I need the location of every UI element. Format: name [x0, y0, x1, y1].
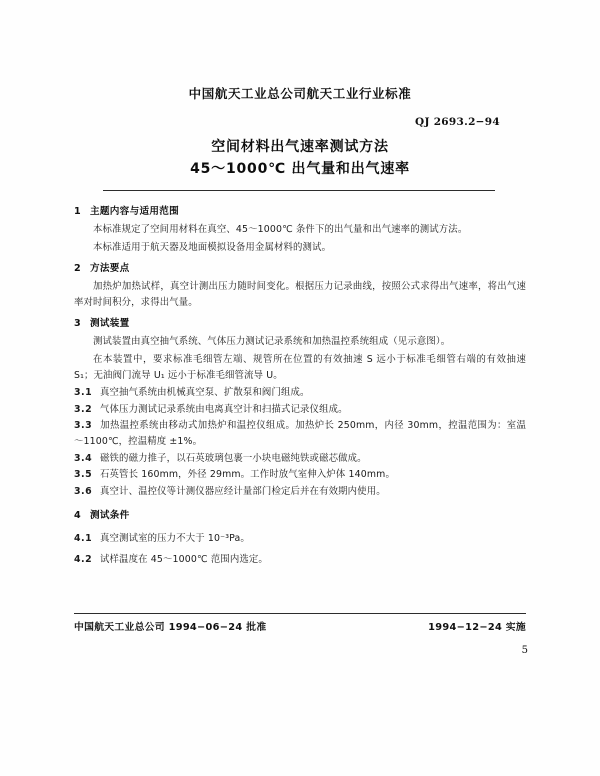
- section-title-2: 方法要点: [90, 263, 130, 275]
- clause-number-3-4: 3.4: [74, 452, 93, 464]
- section-title-3: 测试装置: [90, 318, 130, 330]
- clause-number-3-6: 3.6: [74, 485, 93, 497]
- section-heading-2: [74, 262, 526, 276]
- section-1-paragraph-2: 本标准适用于航天器及地面模拟设备用金属材料的测试。: [93, 241, 332, 253]
- clause-text-4-2: 试样温度在 45～1000℃ 范围内选定。: [100, 553, 268, 565]
- clause-3-5: [74, 467, 526, 483]
- issuing-organization: 中国航天工业总公司航天工业行业标准: [188, 86, 412, 101]
- clause-number-4-2: 4.2: [74, 553, 93, 565]
- footer-implementation: 1994−12−24 实施: [428, 622, 526, 633]
- clause-number-3-1: 3.1: [74, 387, 93, 399]
- clause-3-1: [74, 385, 526, 401]
- section-2-paragraph-1: 加热炉加热试样，真空计测出压力随时间变化。根据压力记录曲线，按照公式求得出气速率，将出气速率对时间积分，求得出气量。: [74, 281, 526, 308]
- section-number-2: 2: [74, 263, 81, 275]
- clause-text-3-6: 真空计、温控仪等计测仪器应经计量部门检定后并在有效期内使用。: [100, 485, 386, 497]
- section-heading-4: [74, 509, 526, 523]
- section-number-3: 3: [74, 318, 81, 330]
- section-3-paragraph-2: 在本装置中，要求标准毛细管左端、规管所在位置的有效抽速 S 远小于标准毛细管右端的有效抽速 S₁；无油阀门流导 U₁ 远小于标准毛细管流导 U。: [74, 353, 526, 381]
- clause-text-3-5: 石英管长 160mm，外径 29mm。工作时放气室伸入炉体 140mm。: [100, 469, 395, 481]
- clause-4-2: [74, 552, 526, 568]
- clause-text-3-1: 真空抽气系统由机械真空泵、扩散泵和阀门组成。: [100, 387, 310, 399]
- standard-number: QJ 2693.2−94: [415, 116, 500, 128]
- section-heading-1: [74, 205, 526, 219]
- header-divider: [103, 190, 495, 191]
- document-title-line1: 空间材料出气速率测试方法: [211, 139, 389, 155]
- footer-divider: [74, 613, 526, 614]
- document-body: [74, 205, 526, 569]
- clause-number-3-3: 3.3: [74, 420, 93, 432]
- clause-number-3-2: 3.2: [74, 403, 93, 415]
- section-title-1: 主题内容与适用范围: [90, 206, 180, 217]
- clause-3-6: [74, 484, 526, 500]
- footer-approval: 中国航天工业总公司 1994−06−24 批准: [74, 622, 267, 633]
- clause-text-4-1: 真空测试室的压力不大于 10⁻³Pa。: [100, 533, 250, 545]
- page-number: 5: [521, 645, 528, 656]
- clause-4-1: [74, 531, 526, 547]
- clause-number-4-1: 4.1: [74, 533, 93, 545]
- section-title-4: 测试条件: [90, 510, 130, 522]
- clause-3-4: [74, 451, 526, 467]
- document-title-line2: 45～1000℃ 出气量和出气速率: [190, 161, 410, 177]
- clause-3-2: [74, 402, 526, 418]
- clause-number-3-5: 3.5: [74, 469, 93, 481]
- section-number-1: 1: [74, 206, 81, 217]
- section-number-4: 4: [74, 510, 81, 522]
- section-1-paragraph-1: 本标准规定了空间用材料在真空、45～1000℃ 条件下的出气量和出气速率的测试方法。: [93, 224, 468, 235]
- clause-text-3-3: 加热温控系统由移动式加热炉和温控仪组成。加热炉长 250mm，内径 30mm，控温范围为：室温～1100℃，控温精度 ±1%。: [74, 420, 526, 447]
- clause-text-3-4: 磁铁的磁力推子，以石英玻璃包裹一小块电磁纯铁或磁芯做成。: [100, 452, 367, 464]
- section-3-paragraph-1: 测试装置由真空抽气系统、气体压力测试记录系统和加热温控系统组成（见示意图）。: [93, 336, 451, 348]
- clause-3-3: [74, 418, 526, 449]
- section-heading-3: [74, 317, 526, 331]
- clause-text-3-2: 气体压力测试记录系统由电离真空计和扫描式记录仪组成。: [100, 403, 348, 415]
